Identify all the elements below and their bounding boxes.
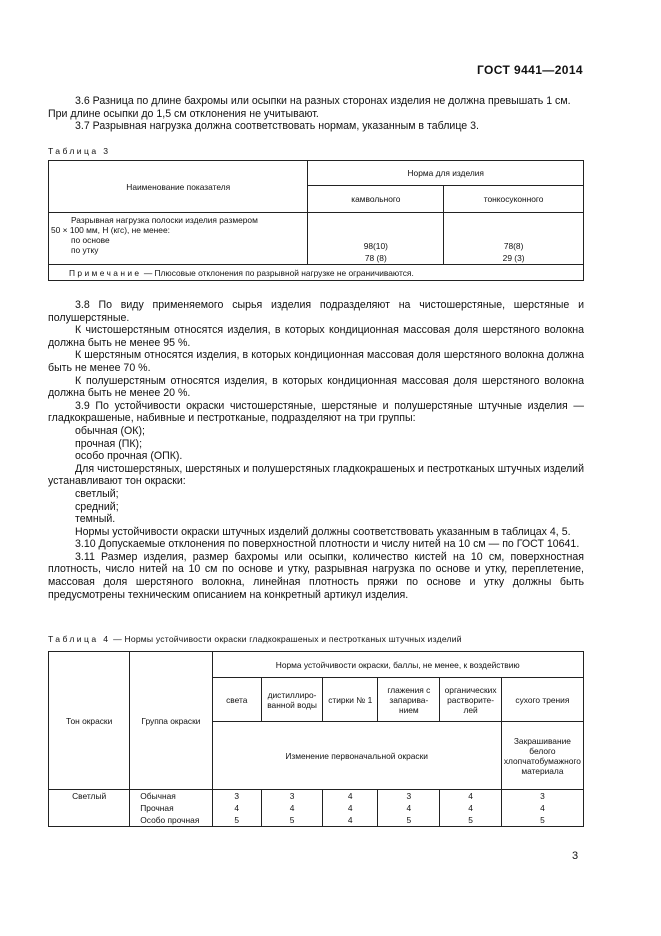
t4-head-org: органических растворите-лей <box>440 678 501 722</box>
t4-head-sveta: света <box>212 678 261 722</box>
t3-head-indicator: Наименование показателя <box>49 161 308 213</box>
tone-dark: темный. <box>75 513 116 526</box>
t4-group-1: Прочная <box>130 802 212 814</box>
t4-r2-org: 5 <box>440 814 501 827</box>
para-3-7: 3.7 Разрывная нагрузка должна соответствовать нормам, указанным в таблице 3. <box>75 120 479 133</box>
para-3-6-line1: 3.6 Разница по длине бахромы или осыпки на разных сторонах изделия не должна превышать 1 см. <box>75 95 571 107</box>
t3-label-line2: 50 × 100 мм, Н (кгс), не менее: <box>51 225 170 235</box>
t4-r2-sukh: 5 <box>501 814 583 827</box>
t4-r1-sukh: 4 <box>501 802 583 814</box>
group-opk: особо прочная (ОПК). <box>75 450 183 463</box>
t4-r2-glazh: 5 <box>378 814 440 827</box>
tone-light: светлый; <box>75 487 119 500</box>
t4-head-change: Изменение первоначальной окраски <box>212 722 501 790</box>
t3-tonk-utok: 29 (3) <box>502 252 525 263</box>
tone-medium: средний; <box>75 500 119 513</box>
t3-tonk-values <box>444 213 584 265</box>
para-3-11: 3.11 Размер изделия, размер бахромы или осыпки, количество кистей на 10 см, поверхностная плотность, число нитей на 10 см по основе и утку, разрывная нагрузка по основе и утку, переплетение, массовая доля шерстяного волокна, линейная плотность пряжи по основе и утку должны быть предусмотрены техническим описанием на конкретный артикул изделия. <box>48 550 584 601</box>
t4-group-0: Обычная <box>130 790 212 802</box>
t4-caption-label: Таблица 4 <box>48 634 111 644</box>
t3-kamv-osnova: 98(10) <box>363 241 388 251</box>
t4-head-ton: Тон окраски <box>49 652 130 790</box>
t3-row-label <box>49 213 308 265</box>
t3-label-utok: по утку <box>71 245 99 255</box>
t4-ton-empty-2 <box>49 814 130 827</box>
t3-kamv-values <box>308 213 444 265</box>
t4-ton-value: Светлый <box>49 790 130 802</box>
t4-head-norm: Норма устойчивости окраски, баллы, не менее, к воздействию <box>212 652 583 678</box>
para-norms: Нормы устойчивости окраски штучных изделий должны соответствовать указанным в таблицах 4, 5. <box>75 525 571 538</box>
t3-kamv-utok: 78 (8) <box>364 252 387 263</box>
t4-r0-sveta: 3 <box>212 790 261 802</box>
table4-caption <box>48 634 462 644</box>
t4-head-sukh: сухого трения <box>501 678 583 722</box>
t4-ton-empty-1 <box>49 802 130 814</box>
table-3 <box>48 160 584 281</box>
t4-r2-stirki: 4 <box>323 814 378 827</box>
group-ok: обычная (ОК); <box>75 424 145 437</box>
t4-r0-stirki: 4 <box>323 790 378 802</box>
t4-r1-glazh: 4 <box>378 802 440 814</box>
t3-note <box>49 265 584 281</box>
t3-head-kamv: камвольного <box>308 186 444 213</box>
t4-head-group: Группа окраски <box>130 652 212 790</box>
para-ton: Для чистошерстяных, шерстяных и полушерстяных гладкокрашеных и пестротканых штучных изделий устанавливают тон окраски: <box>48 462 584 488</box>
para-3-8: 3.8 По виду применяемого сырья изделия подразделяют на чистошерстяные, шерстяные и полушерстяные. <box>48 299 584 324</box>
para-chistosherst: К чистошерстяным относятся изделия, в которых кондиционная массовая доля шерстяного волокна должна быть не менее 95 %. <box>48 324 584 349</box>
t4-head-stain: Закрашивание белого хлопчатобумажного материала <box>501 722 583 790</box>
table3-caption: Таблица 3 <box>48 146 111 156</box>
t4-caption-text: — Нормы устойчивости окраски гладкокрашеных и пестротканых штучных изделий <box>113 634 462 644</box>
t3-head-tonk: тонкосуконного <box>444 186 584 213</box>
t4-r1-org: 4 <box>440 802 501 814</box>
para-sherst: К шерстяным относятся изделия, в которых кондиционная массовая доля шерстяного волокна должна быть не менее 70 %. <box>48 349 584 374</box>
t4-r0-dist: 3 <box>261 790 322 802</box>
t3-head-norm: Норма для изделия <box>308 161 584 186</box>
t4-head-glazh: глажения с запарива-нием <box>378 678 440 722</box>
page-number: 3 <box>572 850 579 862</box>
t4-head-stirki: стирки № 1 <box>323 678 378 722</box>
t3-label-line1: Разрывная нагрузка полоски изделия размером <box>71 215 258 225</box>
para-3-6-line2: При длине осыпки до 1,5 см отклонения не учитывают. <box>48 107 319 120</box>
t4-r2-dist: 5 <box>261 814 322 827</box>
t4-r2-sveta: 5 <box>212 814 261 827</box>
table-4 <box>48 651 584 827</box>
para-3-9: 3.9 По устойчивости окраски чистошерстяные, шерстяные и полушерстяные штучные изделия — гладкокрашеные, набивные и пестротканые, подразделяют на три группы: <box>48 399 584 425</box>
t4-r1-sveta: 4 <box>212 802 261 814</box>
t4-r0-glazh: 3 <box>378 790 440 802</box>
document-header: ГОСТ 9441—2014 <box>476 63 583 77</box>
t3-tonk-osnova: 78(8) <box>503 241 524 251</box>
section-3-8-3-11 <box>48 299 584 601</box>
t3-note-text: — Плюсовые отклонения по разрывной нагрузке не ограничиваются. <box>143 267 414 278</box>
para-polusherst: К полушерстяным относятся изделия, в которых кондиционная массовая доля шерстяного волокна должна быть не менее 20 %. <box>48 374 584 400</box>
t3-note-label: Примечание <box>69 267 142 278</box>
section-3-6-3-7 <box>48 95 584 133</box>
para-3-10: 3.10 Допускаемые отклонения по поверхностной плотности и числу нитей на 10 см — по ГОСТ 10641. <box>75 538 580 551</box>
t3-label-osnova: по основе <box>71 235 110 245</box>
t4-group-2: Особо прочная <box>130 814 212 827</box>
t4-r0-sukh: 3 <box>501 790 583 802</box>
t4-r1-dist: 4 <box>261 802 322 814</box>
group-pk: прочная (ПК); <box>75 437 143 450</box>
t4-head-dist: дистиллиро-ванной воды <box>261 678 322 722</box>
t4-r1-stirki: 4 <box>323 802 378 814</box>
t4-r0-org: 4 <box>440 790 501 802</box>
